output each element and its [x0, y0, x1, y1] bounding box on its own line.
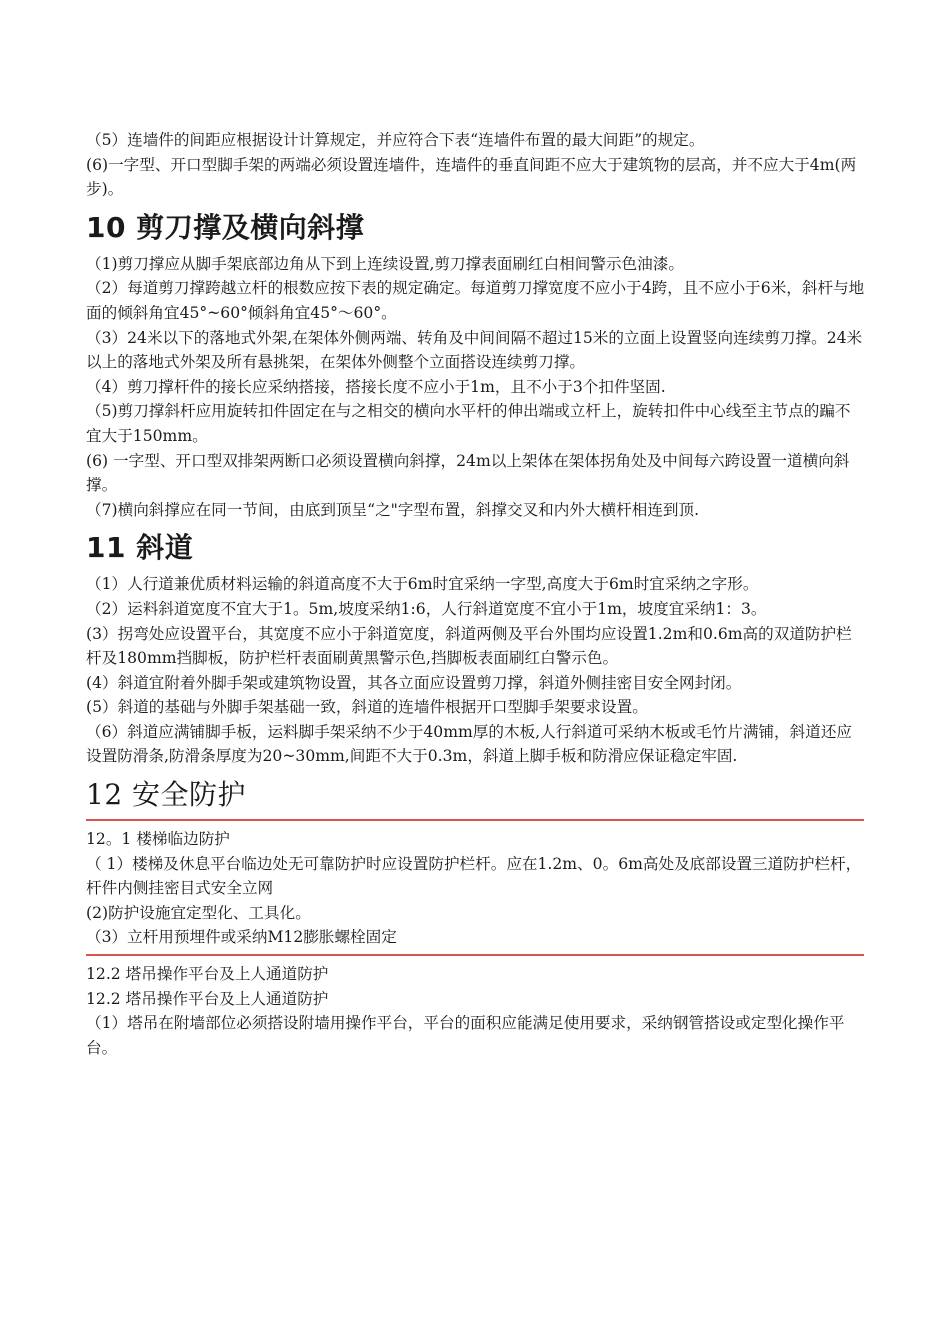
sec10-item-3: （3）24米以下的落地式外架,在架体外侧两端、转角及中间间隔不超过15米的立面上设置竖向连续剪刀撑。24米以上的落地式外架及所有悬挑架，在架体外侧整个立面搭设连续剪刀撑。 — [86, 328, 863, 372]
divider-line — [86, 954, 864, 956]
sec12-2-item-1: （1）塔吊在附墙部位必须搭设附墙用操作平台，平台的面积应能满足使用要求，采纳钢管搭设或定型化操作平台。 — [86, 1014, 845, 1057]
subsection-12-2-title: 12.2 塔吊操作平台及上人通道防护 — [86, 965, 329, 984]
section-11-heading: 11 斜道 — [86, 531, 194, 565]
sec10-item-2: （2）每道剪刀撑跨越立杆的根数应按下表的规定确定。每道剪刀撑宽度不应小于4跨，且不应小于6米，斜杆与地面的倾斜角宜45°~60°倾斜角宜45°～60°。 — [86, 279, 865, 322]
document-body — [86, 128, 866, 1060]
sec12-1-item-1: （ 1）楼梯及休息平台临边处无可靠防护时应设置防护栏杆。应在1.2m、0。6m高处及底部设置三道防护栏杆，杆件内侧挂密目式安全立网 — [86, 854, 862, 898]
sec11-item-6: （6）斜道应满铺脚手板，运料脚手架采纳不少于40mm厚的木板,人行斜道可采纳木板或毛竹片满铺，斜道还应设置防滑条,防滑条厚度为20~30mm,间距不大于0.3m，斜道上脚手板和防滑应保证稳定牢固. — [86, 722, 853, 766]
paragraph-6: (6)一字型、开口型脚手架的两端必须设置连墙件，连墙件的垂直间距不应大于建筑物的层高，并不应大于4m(两步)。 — [86, 155, 857, 199]
section-10-heading: 10 剪刀撑及横向斜撑 — [86, 210, 365, 244]
sec11-item-1: （1）人行道兼优质材料运输的斜道高度不大于6m时宜采纳一字型,高度大于6m时宜采纳之字形。 — [86, 575, 759, 594]
subsection-12-2-title-repeat: 12.2 塔吊操作平台及上人通道防护 — [86, 989, 329, 1008]
sec12-1-item-2: (2)防护设施宜定型化、工具化。 — [86, 903, 311, 922]
sec11-item-3: (3）拐弯处应设置平台，其宽度不应小于斜道宽度，斜道两侧及平台外围均应设置1.2m和0.6m高的双道防护栏杆及180mm挡脚板，防护栏杆表面刷黄黑警示色,挡脚板表面刷红白警示色。 — [86, 624, 852, 668]
sec10-item-7: （7)横向斜撑应在同一节间，由底到顶呈“之"字型布置，斜撑交叉和内外大横杆相连到顶. — [86, 500, 700, 519]
sec11-item-2: （2）运料斜道宽度不宜大于1。5m,坡度采纳1:6，人行斜道宽度不宜小于1m，坡度宜采纳1：3。 — [86, 599, 767, 618]
sec12-1-item-3: （3）立杆用预埋件或采纳M12膨胀螺栓固定 — [86, 928, 397, 947]
section-12-heading: 12 安全防护 — [86, 778, 247, 812]
sec11-item-4: (4）斜道宜附着外脚手架或建筑物设置，其各立面应设置剪刀撑，斜道外侧挂密目安全网封闭。 — [86, 673, 742, 692]
sec10-item-5: （5)剪刀撑斜杆应用旋转扣件固定在与之相交的横向水平杆的伸出端或立杆上，旋转扣件中心线至主节点的蹁不宜大于150mm。 — [86, 402, 851, 445]
sec11-item-5: (5）斜道的基础与外脚手架基础一致，斜道的连墙件根据开口型脚手架要求设置。 — [86, 698, 648, 717]
sec10-item-6: (6) 一字型、开口型双排架两断口必须设置横向斜撑，24m以上架体在架体拐角处及中间每六跨设置一道横向斜撑。 — [86, 451, 850, 495]
sec10-item-1: （1)剪刀撑应从脚手架底部边角从下到上连续设置,剪刀撑表面刷红白相间警示色油漆。 — [86, 254, 684, 273]
sec10-item-4: （4）剪刀撑杆件的接长应采纳搭接，搭接长度不应小于1m，且不小于3个扣件坚固. — [86, 377, 666, 396]
paragraph-5: （5）连墙件的间距应根据设计计算规定，并应符合下表“连墙件布置的最大间距”的规定。 — [86, 131, 705, 149]
divider-line — [86, 819, 864, 821]
subsection-12-1-title: 12。1 楼梯临边防护 — [86, 830, 230, 849]
